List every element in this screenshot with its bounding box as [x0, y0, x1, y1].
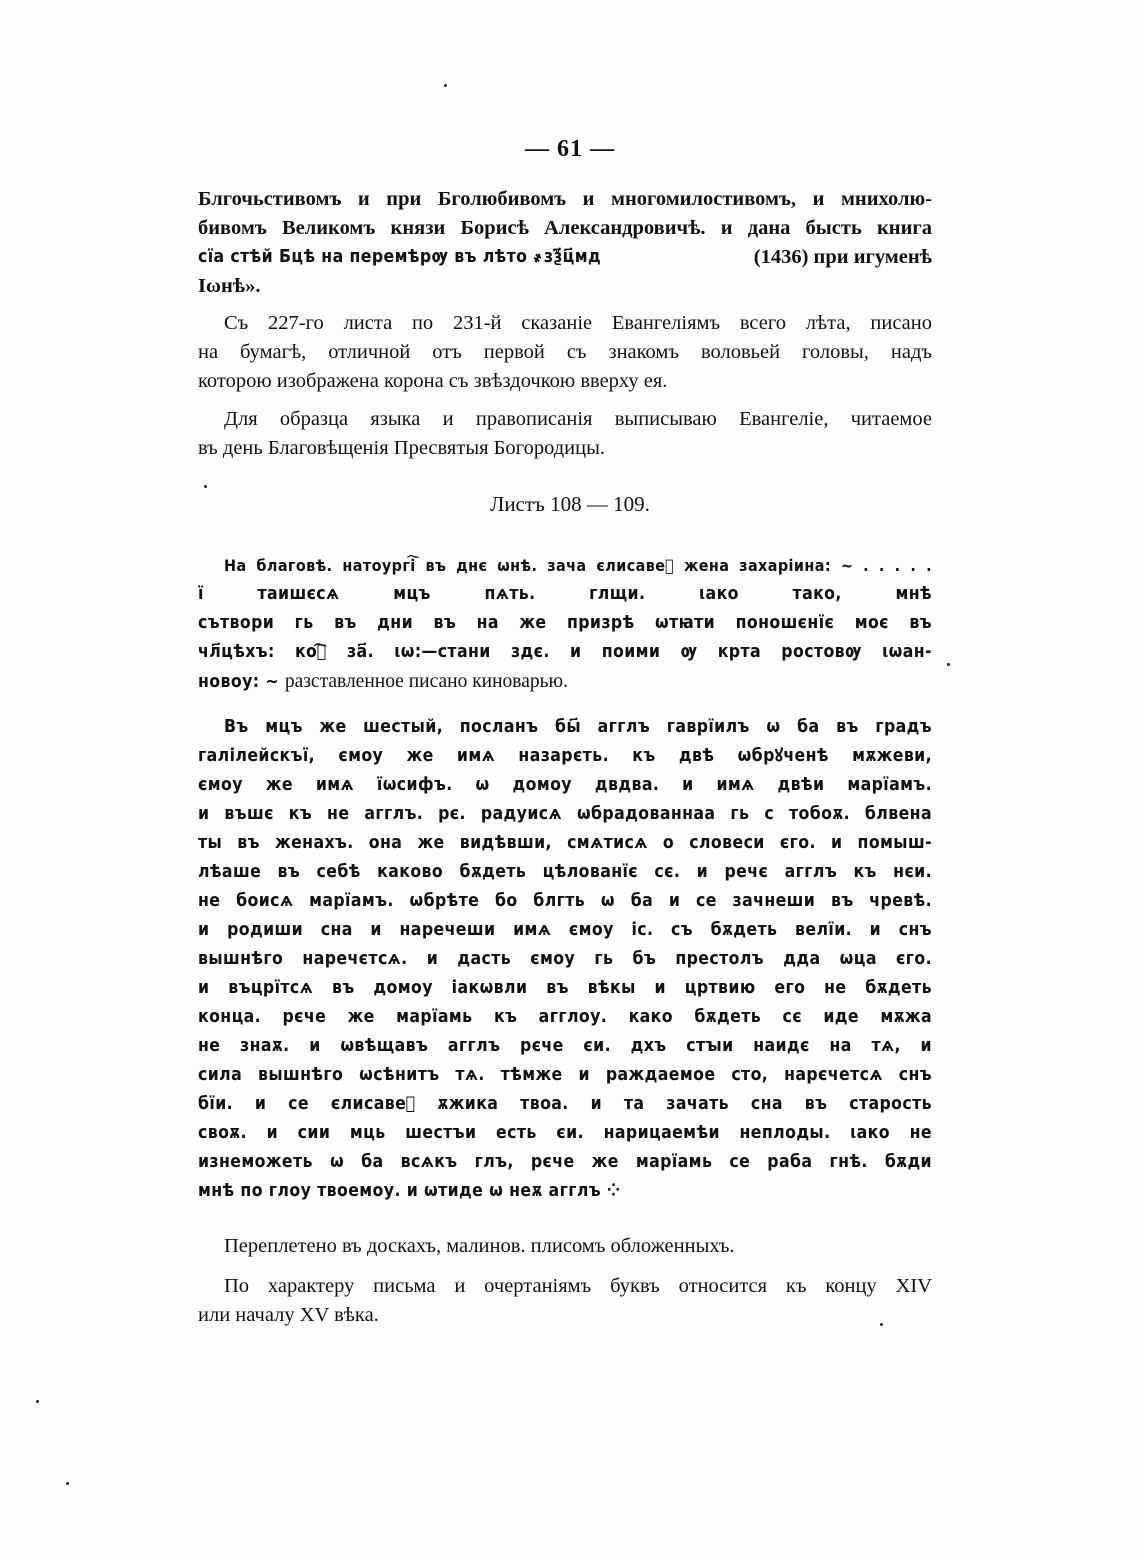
text-line: Іωнѣ».	[198, 275, 261, 297]
slavonic-line: своѫ. и сии мць шестъи есть єи. нарицаемѣи неплоды. ιако не	[198, 1123, 932, 1143]
text-line: Переплетено въ доскахъ, малинов. плисомъ обложенныхъ.	[224, 1235, 735, 1257]
print-speck	[66, 1482, 69, 1485]
print-speck	[444, 84, 447, 87]
paragraph-paper-description	[198, 309, 932, 396]
slavonic-line: сътвори гь въ дни въ на же призрѣ ωтꙗти поношєнїє моє въ	[198, 613, 932, 633]
slavonic-line: мнѣ по глоу твоемоу. и ωтиде ω неѫ агглъ ⁘	[198, 1181, 621, 1201]
print-speck	[947, 663, 950, 666]
slavonic-line: изнеможеть ω ба всѧкъ глъ, рєче же марїамь се раба гнѣ. бѫди	[198, 1152, 932, 1172]
text-line: По характеру письма и очертаніямъ буквъ относится къ концу XIV	[224, 1275, 932, 1297]
text-line: Съ 227-го листа по 231-й сказаніе Евангеліямъ всего лѣта, писано	[224, 312, 932, 334]
paragraph-binding	[198, 1232, 932, 1261]
slavonic-fragment: сїа стѣй Бцѣ на перемѣрѹ въ лѣто ҂зѯ҃ц҃мд	[198, 247, 602, 267]
section-heading: Листъ 108 — 109.	[490, 492, 650, 516]
slavonic-line: ты въ женахъ. она же видѣвши, смѧтисѧ о словеси єго. и помыш-	[198, 833, 932, 853]
slavonic-line: На благовѣ. натоургі҇ въ днє ωнѣ. зача єлисавеⷮ жена захаріина: ~ . . . . .	[224, 556, 932, 575]
text-line: которою изображена корона съ звѣздочкою вверху ея.	[198, 370, 668, 392]
slavonic-line: вышнѣго наречєтсѧ. и дасть ємоу гь бъ престолъ дда ωца єго.	[198, 949, 932, 969]
slavonic-fragment: новоу: ~	[198, 672, 279, 692]
slavonic-line: ємоу же имѧ їωсифъ. ω домоу двдва. и имѧ двѣи марїамъ.	[198, 775, 932, 795]
text-line: въ день Благовѣщенія Пресвятыя Богородицы.	[198, 437, 605, 459]
slavonic-line: конца. рєче же марїамь къ агглоу. како бѫдеть сє иде мѫжа	[198, 1007, 932, 1027]
print-speck	[204, 485, 207, 488]
slavonic-line: сила вышнѣго ωсѣнитъ тѧ. тѣмже и раждаемое сто, нарєчетсѧ снъ	[198, 1065, 932, 1085]
paragraph-colophon	[198, 185, 932, 301]
slavonic-line: не боисѧ марїамъ. ωбрѣте бо блгть ω ба и се зачнеши въ чревѣ.	[198, 891, 932, 911]
slavonic-line: галілейскъї, ємоу же имѧ назарєть. къ двѣ ωбрꙋченѣ мѫжеви,	[198, 746, 932, 766]
slavonic-line: бїи. и се єлисавеⷮ ѫжика твоа. и та зачать сна въ старость	[198, 1094, 932, 1114]
slavonic-line: лѣаше въ себѣ каково бѫдеть цѣлованїє сє. и речє агглъ къ нєи.	[198, 862, 932, 882]
slavonic-gospel-text	[198, 713, 932, 1206]
paragraph-dating	[198, 1272, 932, 1330]
text-line: бивомъ Великомъ князи Борисѣ Александровичѣ. и дана бысть книга	[198, 217, 932, 239]
text-line: Блгочьстивомъ и при Бголюбивомъ и многомилостивомъ, и мнихолю-	[198, 188, 932, 210]
slavonic-rubric	[198, 551, 932, 696]
page-number: — 61 —	[525, 136, 615, 162]
cinnabar-note: разставленное писано киноварью.	[284, 671, 568, 692]
text-line: на бумагѣ, отличной отъ первой съ знакомъ воловьей головы, надъ	[198, 341, 932, 363]
text-line-mixed	[198, 243, 932, 272]
text-line: или началу XV вѣка.	[198, 1304, 379, 1326]
slavonic-line: и въшє къ не агглъ. рє. радуисѧ ωбрадованнаа гь с тобоѫ. блвена	[198, 804, 932, 824]
slavonic-line: Въ мцъ же шестый, посланъ бы҃ агглъ гаврїилъ ω ба въ градъ	[224, 717, 932, 737]
slavonic-line: и въцрїтсѧ въ домоу іакωвли въ вѣкы и цртвию его не бѫдеть	[198, 978, 932, 998]
slavonic-line: ї таишєсѧ мцъ пѧть. глщи. ιако тако, мнѣ	[198, 584, 932, 604]
print-speck	[36, 1400, 39, 1403]
slavonic-line: не знаѫ. и ωвѣщавъ агглъ рєче єи. дхъ стꙑи наидє на тѧ, и	[198, 1036, 932, 1056]
slavonic-line-mixed	[198, 667, 932, 696]
print-speck	[880, 1323, 883, 1326]
text-fragment: (1436) при игуменѣ	[753, 246, 932, 268]
slavonic-line: чл҃цѣхъ: коⷩ҇ за҃. ιω:—стани здє. и поими ѹ крта ростовѹ ιωан-	[198, 642, 932, 662]
slavonic-line: и родиши сна и наречеши имѧ ємоу іс. съ бѫдеть велїи. и снъ	[198, 920, 932, 940]
paragraph-sample-intro	[198, 405, 932, 463]
text-line: Для образца языка и правописанія выписываю Евангеліе, читаемое	[224, 408, 932, 430]
